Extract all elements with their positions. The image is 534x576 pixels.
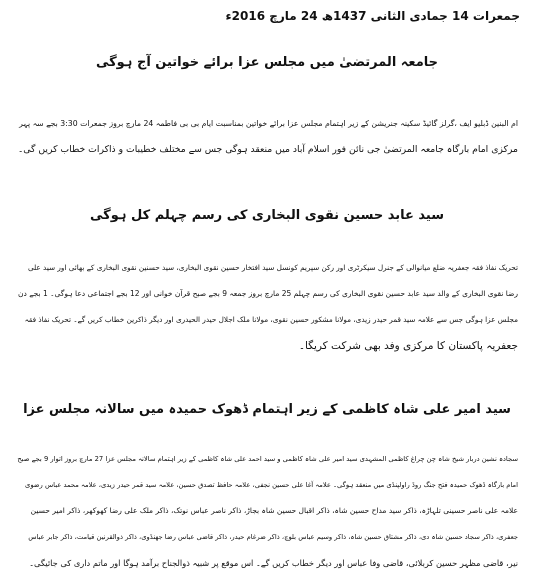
section-1-line-1: ام البنین ڈبلیو ایف ،گرلز گائیڈ سکینہ جنریشن کے زیر اہتمام مجلس عزا برائے خواتین بمناسبت ایام بی بی فاطمہ 24 مارچ بروز جمعرات 3:30 بجے سہ پہر	[19, 119, 518, 128]
section-3-line-1: سجادہ نشین دربار شیخ شاہ چن چراغ کاظمی المشہدی سید امیر علی شاہ کاظمی و سید احمد علی شاہ کاظمی کے زیر اہتمام سالانہ مجلس عزا 27 مارچ بروز اتوار 9 بجے صبح	[17, 455, 518, 463]
section-2-line-1: تحریک نفاذ فقہ جعفریہ ضلع میانوالی کے جنرل سیکرٹری اور رکن سپریم کونسل سید افتخار حسین نقوی البخاری، سید حسنین نقوی البخاری کے بھائی اور سید علی	[27, 263, 518, 272]
section-1-line-2: مرکزی امام بارگاہ جامعہ المرتضیٰ جی نائن فور اسلام آباد میں منعقد ہوگی جس سے مختلف خطیبات و ذاکرات خطاب کریں گی۔	[17, 144, 518, 155]
section-2-line-2: رضا نقوی البخاری کے والد سید عابد حسین نقوی البخاری کی رسم چہلم 25 مارچ بروز جمعہ 9 بجے صبح قرآن خوانی اور 12 بجے اجتماعی دعا ہوگی۔ 1 بجے دن	[18, 289, 518, 298]
section-1-body	[16, 111, 518, 163]
section-3-line-2: امام بارگاہ ڈھوک حمیدہ فتح جنگ روڈ راولپنڈی میں منعقد ہوگی۔ علامہ آغا علی حسین نجفی، علامہ حافظ تصدق حسین، علامہ سید قمر حیدر زیدی، علامہ محمد عباس رضوی	[25, 481, 518, 489]
section-1-heading: جامعہ المرتضیٰ میں مجلس عزا برائے خواتین آج ہوگی	[95, 55, 439, 70]
section-2-line-4: جعفریہ پاکستان کا مرکزی وفد بھی شرکت کریگا۔	[298, 340, 518, 352]
section-2-heading: سید عابد حسین نقوی البخاری کی رسم چہلم کل ہوگی	[90, 208, 444, 223]
section-3-line-5: نیر، قاضی مظہر حسین کربلائی، قاضی وفا عباس اور دیگر خطاب کریں گے۔ اس موقع پر شبیہ ذوالجناح برآمد ہوگا اور ماتم داری کی جائیگی۔	[29, 558, 518, 568]
section-3-line-4: جعفری، ذاکر سجاد حسین شاہ دی، ذاکر مشتاق حسین شاہ، ذاکر وسیم عباس بلوچ، ذاکر ضرغام حیدر، ذاکر قاضی عباس رضا جھنڈوی، ذاکر ذوالقرنین قیامت، ذاکر جابر عباس	[28, 533, 518, 541]
date-line: جمعرات 14 جمادی الثانی 1437ھ 24 مارچ 2016ء	[225, 9, 520, 23]
section-3-body	[16, 446, 518, 576]
section-3-heading: سید امیر علی شاہ کاظمی کے زیر اہتمام ڈھوک حمیدہ میں سالانہ مجلس عزا	[23, 402, 511, 417]
section-3-line-3: علامہ علی ناصر حسینی تلہاڑہ، ذاکر سید مداح حسین شاہ، ذاکر اقبال حسین شاہ بجاڑ، ذاکر ناصر عباس نوتک، ذاکر ملک علی رضا کھوکھر، ذاکر امیر حسین	[30, 506, 518, 515]
section-2-line-3: مجلس عزا ہوگی جس سے علامہ سید قمر حیدر زیدی، مولانا مشکور حسین نقوی، مولانا ملک اجلال حیدر الحیدری اور دیگر ذاکرین خطاب کریں گے۔ تحریک نفاذ فقہ	[24, 315, 518, 324]
section-2-body	[16, 255, 518, 359]
